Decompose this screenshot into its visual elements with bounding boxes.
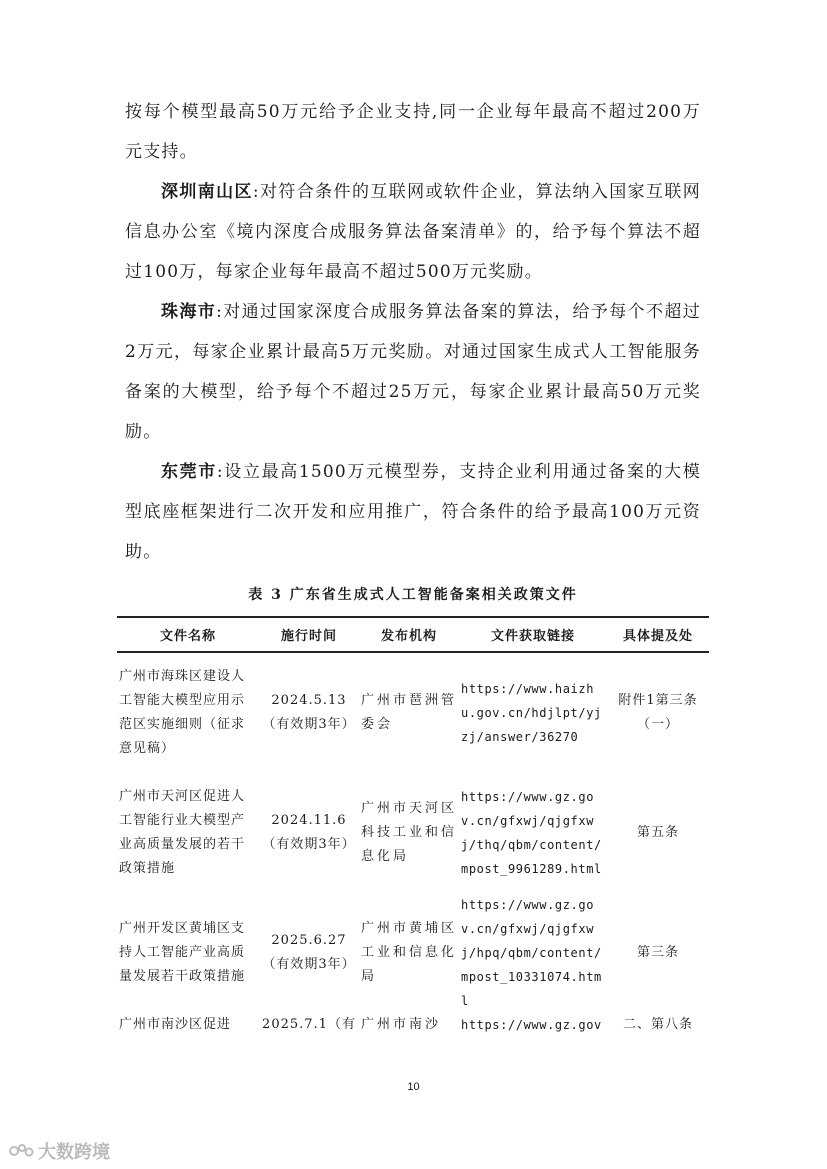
paragraph-label: 深圳南山区 [161,182,253,202]
cell-date: 2025.7.1（有 [262,1017,356,1032]
table-row [117,773,709,893]
cell-issuer: 广州市琶洲管委会 [361,693,458,732]
header-reference: 具体提及处 [607,617,709,652]
header-issuer: 发布机构 [359,617,459,652]
table-row [117,652,709,773]
paragraph-text: :对通过国家深度合成服务算法备案的算法，给予每个不超过2万元，每家企业累计最高5万元奖励。对通过国家生成式人工智能服务备案的大模型，给予每个不超过25万元，每家企业累计最高50万元奖励。 [125,302,701,442]
cell-date: 2025.6.27（有效期3年） [262,933,356,972]
cell-reference: 第五条 [636,825,679,840]
header-link: 文件获取链接 [459,617,607,652]
header-effective-date: 施行时间 [259,617,359,652]
table-row [117,893,709,1013]
cell-reference: 附件1第三条（一） [618,693,698,732]
paragraph-text: :对符合条件的互联网或软件企业，算法纳入国家互联网信息办公室《境内深度合成服务算法备案清单》的，给予每个算法不超过100万，每家企业每年最高不超过500万元奖励。 [125,182,702,282]
cell-link[interactable]: https://www.gz.gov.cn/gfxwj/qjgfxwj/hpq/qbm/content/mpost_10331074.html [461,898,602,1008]
page-number: 10 [407,1081,420,1093]
watermark-text: 大数跨境 [38,1142,110,1163]
policy-table [117,616,709,1039]
cell-file-name: 广州市南沙区促进 [119,1017,232,1032]
zhuhai-paragraph [125,292,701,452]
cell-reference: 第三条 [636,945,679,960]
cell-date: 2024.5.13（有效期3年） [262,693,356,732]
table-row [117,1013,709,1039]
cell-link[interactable]: https://www.haizhu.gov.cn/hdjlpt/yjzj/answer/36270 [461,682,602,744]
cell-file-name: 广州开发区黄埔区支持人工智能产业高质量发展若干政策措施 [119,921,246,984]
cell-link[interactable]: https://www.gz.gov.cn/gfxwj/qjgfxwj/thq/qbm/content/mpost_9961289.html [461,790,602,876]
paragraph-label: 珠海市 [161,302,217,322]
cell-issuer: 广州市天河区科技工业和信息化局 [361,801,458,864]
cell-reference: 二、第八条 [622,1017,693,1032]
watermark-logo-icon [8,1141,34,1161]
intro-paragraph [125,92,701,172]
shenzhen-paragraph [125,172,701,292]
cell-issuer: 广州市黄埔区工业和信息化局 [361,921,458,984]
cell-issuer: 广州市南沙 [361,1017,442,1032]
dongguan-paragraph [125,452,701,572]
paragraph-label: 东莞市 [161,462,217,482]
cell-link[interactable]: https://www.gz.gov [461,1018,602,1032]
cell-file-name: 广州市天河区促进人工智能行业大模型产业高质量发展的若干政策措施 [119,789,246,876]
cell-file-name: 广州市海珠区建设人工智能大模型应用示范区实施细则（征求意见稿） [119,669,246,756]
cell-date: 2024.11.6（有效期3年） [262,813,356,852]
header-file-name: 文件名称 [117,617,259,652]
table-caption: 表 3 广东省生成式人工智能备案相关政策文件 [248,587,578,603]
watermark [8,1138,110,1164]
intro-text: 按每个模型最高50万元给予企业支持,同一企业每年最高不超过200万元支持。 [125,102,701,162]
table-header-row [117,617,709,652]
paragraph-text: :设立最高1500万元模型券，支持企业利用通过备案的大模型底座框架进行二次开发和应用推广，符合条件的给予最高100万元资助。 [125,462,701,562]
